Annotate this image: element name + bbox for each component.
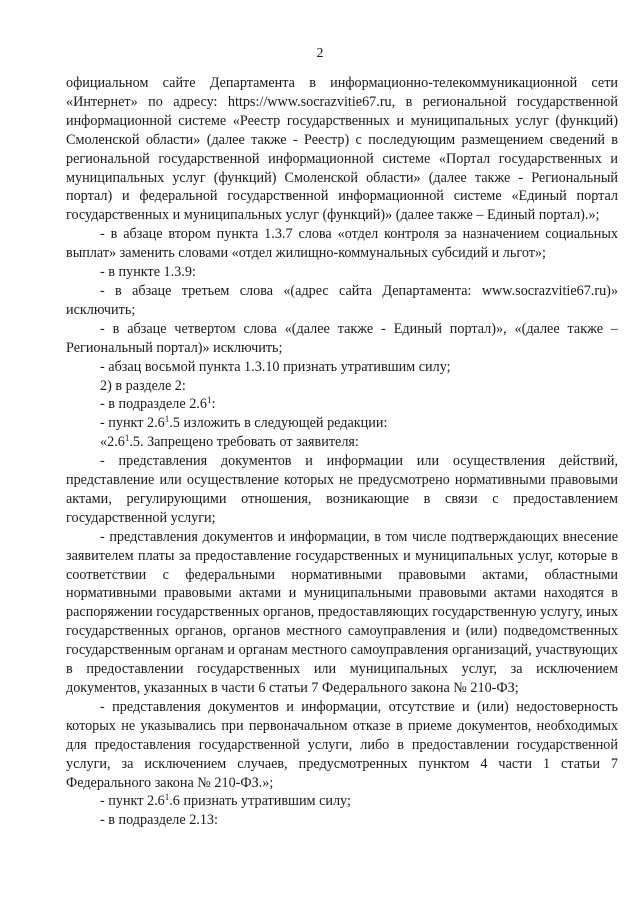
paragraph [66,74,618,225]
paragraph [66,811,618,830]
paragraph-text: - в абзаце третьем слова «(адрес сайта Департамента: www.socrazvitie67.ru)» исключить; [66,282,618,318]
paragraph-text: - в пункте 1.3.9: [100,264,196,281]
paragraph [66,528,618,698]
page-number: 2 [316,46,324,61]
paragraph [66,452,618,528]
superscript: 1 [206,395,212,406]
paragraph [66,225,618,263]
paragraph-text: «2.6 [100,434,125,451]
paragraph-text: .5. Запрещено требовать от заявителя: [129,434,359,451]
paragraph [66,433,618,452]
paragraph [66,414,618,433]
paragraph-text: .5 изложить в следующей редакции: [169,415,388,432]
paragraph [66,792,618,811]
paragraph-text: - абзац восьмой пункта 1.3.10 признать утратившим силу; [100,358,451,375]
paragraph-text: официальном сайте Департамента в информационно-телекоммуникационной сети «Интернет» по адресу: https://www.socrazvitie67.ru, в региональной государственной информационной системе «Реестр государственных и муниципальных услуг (функций) Смоленской области» (далее также - Реестр) с последующим размещением сведений в региональной государственной информационной системе «Портал государственных и муниципальных услуг (функций) Смоленской области» (далее также - Региональный портал) и федеральной государственной информационной системе «Единый портал государственных и муниципальных услуг (функций)» (далее также – Единый портал).»; [66,75,618,224]
paragraph [66,698,618,793]
superscript: 1 [124,433,130,444]
superscript: 1 [164,414,170,425]
paragraph [66,320,618,358]
paragraph-text: - в подразделе 2.13: [100,812,218,829]
paragraph-text: - в абзаце четвертом слова «(далее также - Единый портал)», «(далее также – Региональный портал)» исключить; [66,320,618,356]
paragraph-text: .6 признать утратившим силу; [169,793,351,810]
paragraph-text: - представления документов и информации, в том числе подтверждающих внесение заявителем платы за предоставление государственных и муниципальных услуг, которые в соответствии с федеральными нормативными правовыми актами, областными нормативными правовыми актами и муниципальными правовыми актами находятся в распоряжении государственных органов, предоставляющих государственную услугу, иных государственных органов, органов местного самоуправления и (или) подведомственных государственным органам и органам местного самоуправления организаций, участвующих в предоставлении государственных или муниципальных услуг, за исключением документов, указанных в части 6 статьи 7 Федерального закона № 210-ФЗ; [66,528,618,696]
document-body [66,74,618,830]
paragraph [66,263,618,282]
paragraph-text: - представления документов и информации или осуществления действий, представление или осуществление которых не предусмотрено нормативными правовыми актами, регулирующими отношения, возникающие в связи с предоставлением государственной услуги; [66,453,618,526]
superscript: 1 [164,792,170,803]
paragraph-text: - в абзаце втором пункта 1.3.7 слова «отдел контроля за назначением социальных выплат» заменить словами «отдел жилищно-коммунальных субсидий и льгот»; [66,226,618,262]
paragraph [66,395,618,414]
paragraph-text: - представления документов и информации, отсутствие и (или) недостоверность которых не указывались при первоначальном отказе в приеме документов, необходимых для предоставления государственной услуги, либо в предоставлении государственной услуги, за исключением случаев, предусмотренных пунктом 4 части 1 статьи 7 Федерального закона № 210-ФЗ.»; [66,698,618,791]
paragraph-text: - пункт 2.6 [100,793,165,810]
paragraph [66,377,618,396]
paragraph-text: : [211,396,216,413]
paragraph-text: 2) в разделе 2: [100,377,186,394]
paragraph [66,282,618,320]
paragraph-text: - пункт 2.6 [100,415,165,432]
paragraph [66,358,618,377]
paragraph-text: - в подразделе 2.6 [100,396,207,413]
